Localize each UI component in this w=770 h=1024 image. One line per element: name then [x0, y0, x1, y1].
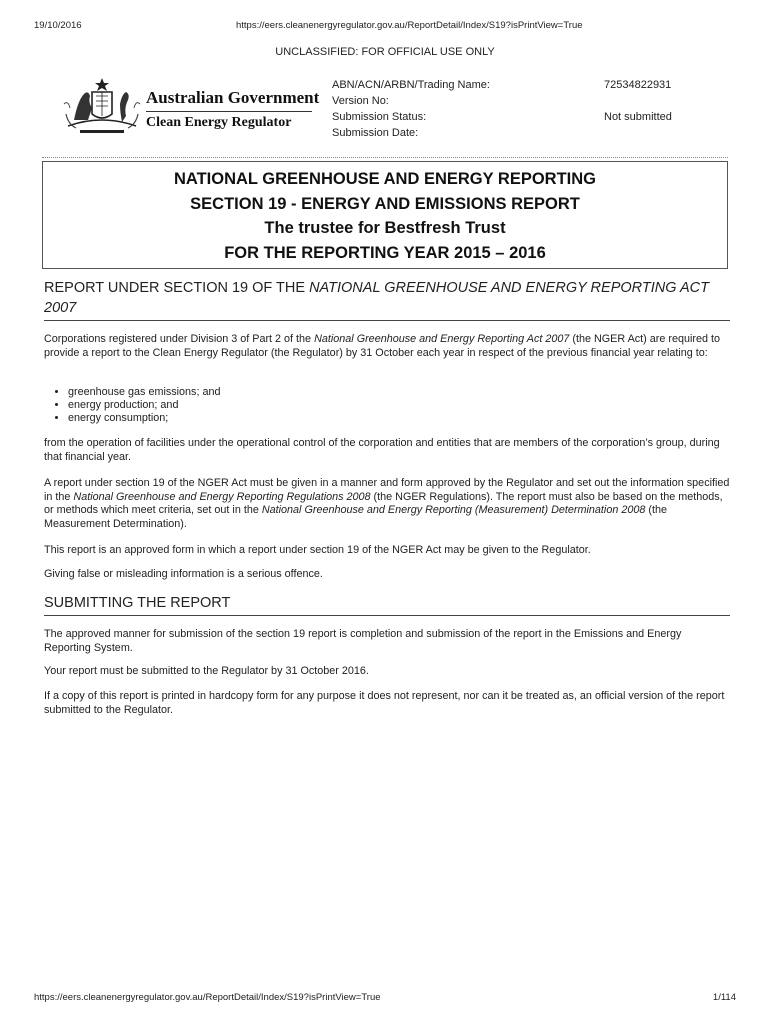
meta-value	[604, 125, 724, 141]
meta-value: Not submitted	[604, 111, 672, 123]
meta-label: Version No:	[332, 95, 389, 107]
report-metadata	[332, 77, 724, 141]
section-heading-report-under-s19	[44, 278, 730, 321]
page-number: 1/114	[712, 992, 736, 1003]
determination-name: National Greenhouse and Energy Reporting (Measurement) Determination 2008	[261, 504, 646, 516]
coat-of-arms-icon	[60, 74, 144, 140]
logo-line-1: Australian Government	[146, 88, 320, 107]
paragraph	[44, 437, 730, 464]
meta-value	[604, 93, 724, 109]
meta-label: Submission Status:	[332, 111, 427, 123]
text: Corporations registered under Division 3 of Part 2 of the	[44, 333, 315, 345]
text: A report under section 19 of the NGER Act must be given in a manner and form approved by the Regulator and set out the information specified in the	[44, 477, 730, 503]
classification-banner: UNCLASSIFIED: FOR OFFICIAL USE ONLY	[275, 46, 495, 58]
list-item: • greenhouse gas emissions; and	[68, 386, 730, 399]
meta-value: 72534822931	[604, 79, 672, 91]
heading-act-name: NATIONAL GREENHOUSE AND ENERGY REPORTING ACT 2007	[44, 280, 709, 316]
section-heading-submitting: SUBMITTING THE REPORT	[44, 593, 730, 616]
paragraph-text: The approved manner for submission of the section 19 report is completion and submission of the report in the Emissions and Energy Reporting System.	[44, 628, 682, 654]
act-name: National Greenhouse and Energy Reporting Act 2007	[314, 333, 570, 345]
government-logo	[60, 74, 320, 140]
paragraph	[44, 628, 730, 655]
text: (the NGER Act) are required to provide a report to the Clean Energy Regulator (the Regulator) by 31 October each year in respect of the previous financial year relating to:	[44, 333, 720, 359]
list-item: • energy production; and	[68, 399, 730, 412]
paragraph	[44, 544, 730, 558]
heading-text: REPORT UNDER SECTION 19 OF THE	[44, 280, 310, 296]
print-url: https://eers.cleanenergyregulator.gov.au/ReportDetail/Index/S19?isPrintView=True	[236, 20, 583, 31]
meta-label: Submission Date:	[332, 127, 419, 139]
paragraph	[44, 333, 730, 360]
reporting-items-list	[44, 386, 730, 425]
paragraph-text: from the operation of facilities under the operational control of the corporation and entities that are members of the corporation’s group, during that financial year.	[44, 437, 720, 463]
list-item: • energy consumption;	[68, 412, 730, 425]
meta-row	[332, 109, 724, 125]
text: (the Measurement Determination).	[44, 504, 667, 530]
meta-row	[332, 93, 724, 109]
regulations-name: National Greenhouse and Energy Reporting Regulations 2008	[73, 490, 371, 503]
footer-url: https://eers.cleanenergyregulator.gov.au/ReportDetail/Index/S19?isPrintView=True	[34, 992, 381, 1003]
paragraph	[44, 477, 730, 531]
meta-row	[332, 125, 724, 141]
section1-intro	[44, 333, 730, 360]
paragraph	[44, 568, 730, 582]
text: (the NGER Regulations). The report must also be based on the methods, or methods which meet criteria, set out in the	[44, 490, 723, 516]
title-line-3: The trustee for Bestfresh Trust	[264, 219, 506, 237]
paragraph	[44, 665, 730, 679]
meta-label: ABN/ACN/ARBN/Trading Name:	[332, 79, 490, 91]
meta-row	[332, 77, 724, 93]
logo-divider	[146, 111, 312, 112]
title-line-2: SECTION 19 - ENERGY AND EMISSIONS REPORT	[190, 194, 580, 213]
title-line-4: FOR THE REPORTING YEAR 2015 – 2016	[224, 243, 546, 262]
paragraph-text: This report is an approved form in which a report under section 19 of the NGER Act may be given to the Regulator.	[44, 544, 591, 556]
paragraph-text: Giving false or misleading information is a serious offence.	[44, 568, 323, 580]
print-date: 19/10/2016	[34, 20, 82, 31]
paragraph-text	[44, 477, 730, 531]
paragraph-text: Your report must be submitted to the Regulator by 31 October 2016.	[44, 665, 369, 677]
paragraph	[44, 690, 730, 717]
report-title-box	[42, 161, 728, 269]
dotted-divider	[42, 157, 728, 158]
logo-line-2: Clean Energy Regulator	[146, 115, 292, 130]
title-line-1: NATIONAL GREENHOUSE AND ENERGY REPORTING	[173, 170, 596, 188]
paragraph-text: If a copy of this report is printed in hardcopy form for any purpose it does not represent, nor can it be treated as, an official version of the report submitted to the Regulator.	[44, 690, 725, 716]
